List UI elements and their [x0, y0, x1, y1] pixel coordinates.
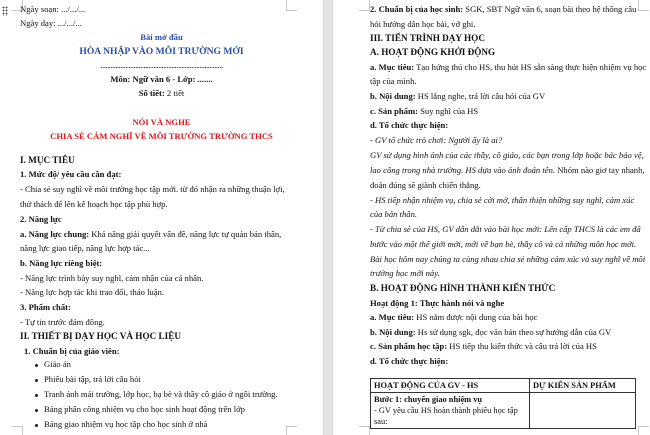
subject-line: Môn: Ngữ văn 6 - Lớp: .......	[110, 74, 213, 84]
heading-knowledge: B. HOẠT ĐỘNG HÌNH THÀNH KIẾN THỨC	[370, 283, 556, 293]
bullet-icon	[35, 409, 38, 412]
paragraph	[370, 4, 636, 15]
paragraph	[370, 341, 597, 352]
list-item: Tranh ảnh mái trường, lớp học, bạ bè và thầy cô giáo ở ngôi trường.	[44, 389, 278, 399]
paragraph: - HS tiếp nhận nhiệm vụ, chia sẻ cởi mở, thân thiện những suy nghĩ, cảm xúc	[370, 195, 635, 205]
list-item: Giáo án	[44, 359, 71, 369]
text: HS tiếp thu kiến thức và câu trả lời của HS	[447, 341, 597, 351]
table-cell[interactable]	[371, 393, 530, 429]
table-header-row	[371, 379, 636, 393]
paragraph	[370, 62, 646, 73]
heading-objectives: I. MỤC TIÊU	[20, 155, 75, 165]
bullet-icon	[35, 394, 38, 397]
table-row	[371, 393, 636, 429]
table-move-handle-icon[interactable]	[2, 6, 8, 16]
step-label: Bước 1: chuyển giao nhiệm vụ	[374, 395, 483, 404]
table-cell[interactable]	[530, 393, 636, 429]
paragraph: - Năng lực trình bày suy nghĩ, cảm nhận của cá nhân.	[20, 273, 204, 283]
bullet-icon	[35, 424, 38, 427]
crop-mark	[638, 0, 649, 11]
step-text: - GV yêu cầu HS hoàn thành phiếu học tập sau:	[374, 406, 518, 426]
label: a. Mục tiêu:	[370, 312, 415, 322]
page-gutter	[323, 0, 333, 435]
paragraph	[20, 229, 281, 240]
document-page-left	[0, 0, 323, 435]
paragraph: - Từ chia sẻ của HS, GV dẫn dắt vào bài học mới: Lên cấp THCS là các em đã	[370, 224, 641, 234]
paragraph: đoán đúng sẽ giành chiến thắng.	[370, 180, 481, 190]
table-header-cell[interactable]: HOẠT ĐỘNG CỦA GV - HS	[371, 379, 530, 393]
paragraph: - Năng lực hợp tác khi trao đổi, thảo luận.	[20, 287, 165, 297]
activity-table	[370, 378, 636, 429]
heading-competencies: 2. Năng lực	[20, 214, 62, 224]
paragraph: - Chia sẻ suy nghĩ về môi trường học tập mới. từ đó nhận ra những thuận lợi,	[20, 184, 285, 194]
heading-requirements: 1. Mức độ/ yêu cầu cần đạt:	[20, 169, 122, 179]
table-header-cell[interactable]: DỰ KIẾN SẢN PHẨM	[530, 379, 636, 393]
heading-organization: d. Tổ chức thực hiện:	[370, 120, 449, 130]
heading-qualities: 3. Phẩm chất:	[20, 302, 71, 312]
label: c. Sản phẩm:	[370, 106, 418, 116]
periods-line	[0, 88, 323, 99]
text: lao công trong nhà trường. HS dựa vào ảnh đoán tên.	[370, 165, 558, 175]
paragraph	[370, 106, 478, 117]
paragraph: trường học mới này.	[370, 268, 440, 278]
heading-activity-1: Hoạt động 1: Thực hành nói và nghe	[370, 298, 505, 308]
list-item: Bảng phân công nhiệm vụ cho học sinh hoạt động trên lớp	[44, 404, 245, 414]
paragraph	[370, 165, 645, 176]
list-item: Bảng giao nhiệm vụ học tập cho học sinh ở nhà	[44, 419, 208, 429]
paragraph	[370, 312, 537, 323]
paragraph	[370, 327, 611, 338]
date-prepared: Ngày soạn: .../.../...	[20, 4, 86, 14]
section-subtitle: CHIA SẺ CẢM NGHĨ VỀ MÔI TRƯỜNG TRƯỜNG THCS	[50, 131, 273, 141]
crop-mark	[286, 426, 297, 435]
heading-organization-2: d. Tổ chức thực hiện:	[370, 356, 449, 366]
paragraph: GV sử dụng hình ảnh của các thầy, cô giáo, các bạn trong lớp hoặc bác bảo vệ,	[370, 150, 644, 160]
heading-warmup: A. HOẠT ĐỘNG KHỞI ĐỘNG	[370, 47, 496, 57]
label: a. Năng lực chung:	[20, 229, 90, 239]
heading-process: III. TIẾN TRÌNH DẠY HỌC	[370, 33, 485, 43]
heading-equipment: II. THIẾT BỊ DẠY HỌC VÀ HỌC LIỆU	[20, 331, 181, 341]
text: Tạo hứng thú cho HS, thu hút HS sẵn sàng thực hiện nhiệm vụ học	[414, 62, 647, 72]
lesson-title: HÒA NHẬP VÀO MÔI TRƯỜNG MỚI	[79, 46, 244, 57]
paragraph: - Tự tin trước đám đông.	[20, 317, 105, 327]
label: 2. Chuẩn bị của học sinh:	[370, 4, 464, 14]
lesson-label: Bài mở đầu	[140, 32, 183, 42]
text: SGK, SBT Ngữ văn 6, soạn bài theo hệ thống câu	[463, 4, 637, 14]
heading-specific-competencies: b. Năng lực riêng biệt:	[20, 258, 103, 268]
label: a. Mục tiêu:	[370, 62, 415, 72]
heading-teacher-prep: 1. Chuẩn bị của giáo viên:	[24, 346, 120, 356]
crop-mark	[359, 0, 370, 11]
paragraph: tập của mình.	[370, 76, 417, 86]
crop-mark	[286, 0, 297, 11]
text: Suy nghĩ của HS	[418, 106, 479, 116]
bullet-icon	[35, 379, 38, 382]
periods-value: 2 tiết	[164, 88, 185, 98]
bullet-icon	[35, 364, 38, 367]
label: b. Nội dung:	[370, 91, 416, 101]
list-item: Phiếu bài tập, trả lời câu hỏi	[44, 374, 141, 384]
date-taught: Ngày dạy: .../.../...	[20, 18, 82, 28]
text: Hs sử dụng sgk, đọc văn bản theo sự hướng dẫn của GV	[415, 327, 612, 337]
paragraph: hỏi hướng dẫn học bài, vở ghi.	[370, 19, 476, 29]
paragraph: thử thách để lên kế hoạch học tập phù hợp.	[20, 199, 168, 209]
label: c. Sản phẩm học tập:	[370, 341, 448, 351]
paragraph: Bài học hôm nay chúng ta cùng nhau chia sẻ những cảm xúc và suy nghĩ về môi	[370, 254, 646, 264]
text: HS nắm được nội dung của bài học	[414, 312, 538, 322]
paragraph: của bản thân.	[370, 209, 418, 219]
periods-label: Số tiết:	[138, 88, 165, 98]
text: HS lắng nghe, trả lời câu hỏi của GV	[415, 91, 546, 101]
dotted-divider: ..........................................................................	[100, 60, 223, 70]
text: Nhóm nào giơ tay nhanh,	[557, 165, 645, 175]
text: Khả năng giải quyết vấn đề, năng lực tự quản bản thân,	[89, 229, 282, 239]
crop-mark	[638, 426, 649, 435]
document-page-right	[333, 0, 650, 435]
paragraph: bước vào một thế giới mới, mới về bạn bè, thầy cô và cả những môn học mới.	[370, 239, 637, 249]
crop-mark	[359, 426, 370, 435]
paragraph: năng lực giao tiếp, năng lực hợp tác...	[20, 243, 150, 253]
label: b. Nội dung:	[370, 327, 416, 337]
crop-mark	[12, 426, 23, 435]
section-title: NÓI VÀ NGHE	[132, 117, 191, 127]
paragraph	[370, 91, 545, 102]
paragraph: - GV tổ chức trò chơi: Người ấy là ai?	[370, 135, 503, 145]
